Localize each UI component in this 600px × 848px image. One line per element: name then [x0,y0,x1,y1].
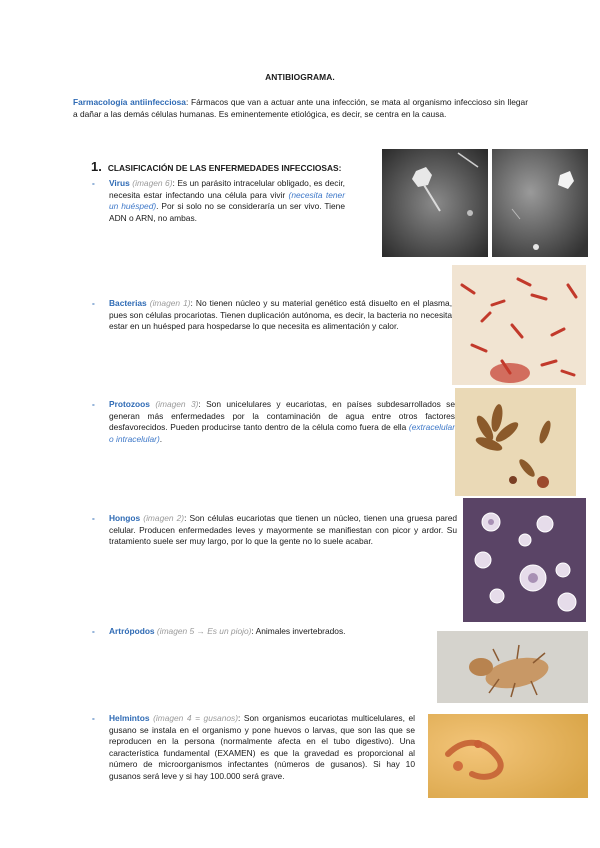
virus-highlight: (necesita tener un huésped) [109,189,345,211]
protozoos-term: Protozoos [109,399,150,409]
bacterias-term: Bacterias [109,298,147,308]
intro-term: Farmacología antiinfecciosa [73,97,186,107]
hongos-term: Hongos [109,513,141,523]
list-item-bacterias [92,298,452,333]
list-item-hongos [92,513,457,548]
list-item-helmintos [92,713,415,782]
protozoos-image-ref: (imagen 3) [155,399,199,409]
protozoos-text-end: . [159,433,163,444]
virus-photo-1 [382,149,488,257]
virus-image-ref: (imagen 6) [132,178,173,188]
section-title: CLASIFICACIÓN DE LAS ENFERMEDADES INFECCIOSAS: [107,163,342,173]
bacterias-image-ref: (imagen 1) [149,298,191,308]
intro-paragraph [73,97,528,120]
artropodos-term: Artrópodos [109,626,155,636]
protozoos-highlight: (extracelular o intracelular) [109,422,455,444]
list-dash: - [92,399,95,409]
virus-text-end: . Por si solo no se consideraría un ser vivo. Tiene ADN o ARN, no ambas. [109,201,345,223]
virus-text: : Es un parásito intracelular obligado, es decir, necesita estar infectando una célula para vivir [109,178,345,200]
bacterias-text: : No tienen núcleo y su material genético está disuelto en el plasma, pues son células procariotas. Tienen duplicación autónoma, es decir, la bacteria no necesita estar en un huésped para hospedarse lo que necesita es alimentación y calor. [109,298,453,331]
list-dash: - [92,713,95,723]
hongos-photo [463,498,586,622]
helmintos-photo [428,714,588,798]
bacterias-photo [452,265,586,385]
list-dash: - [92,298,95,308]
artropodos-text: : Animales invertebrados. [251,626,346,636]
intro-text: : Fármacos que van a actuar ante una infección, se mata al organismo infeccioso sin llegar a dañar a las demás células humanas. Es eminentemente etiológica, es decir, se centra en la causa. [73,97,528,119]
protozoos-text: : Son unicelulares y eucariotas, en países subdesarrollados se generan más enfermedades por la contaminación de agua entre otros factores desfavorecidos. Pueden producirse tanto dentro de la célula como fuera de ella [109,399,456,432]
list-dash: - [92,513,95,523]
artropodos-image-ref: (imagen 5 → Es un piojo) [156,626,252,636]
hongos-text: : Son células eucariotas que tienen un núcleo, tienen una gruesa pared celular. Producen enfermedades leves y mayormente se manifiestan con picor y ardor. Su tratamiento suele ser muy largo, por lo que la gente no lo suele acabar. [109,513,458,546]
list-item-virus [92,178,345,224]
virus-term: Virus [109,178,130,188]
virus-photo-2 [492,149,588,257]
list-item-protozoos [92,399,455,445]
document-title: ANTIBIOGRAMA. [265,72,335,82]
hongos-image-ref: (imagen 2) [143,513,185,523]
list-item-artropodos [92,626,422,638]
helmintos-term: Helmintos [109,713,150,723]
artropodos-photo [437,631,588,703]
list-dash: - [92,178,95,188]
helmintos-text: : Son organismos eucariotas multicelulares, el gusano se instala en el organismo y pone huevos o larvas, que son las que se reproducen en la persona (normalmente afecta en el tubo digestivo). Una característica fundamental (EXAMEN) es que la gravedad es proporcional al número de microorganismos infectantes (números de gusanos). Si hay 10 gusanos será leve y si hay 100.000 será grave. [109,713,415,781]
list-dash: - [92,626,95,636]
section-number: 1. [91,159,102,174]
section-heading [91,159,341,174]
protozoos-photo [455,388,576,496]
helmintos-image-ref: (imagen 4 = gusanos) [153,713,238,723]
